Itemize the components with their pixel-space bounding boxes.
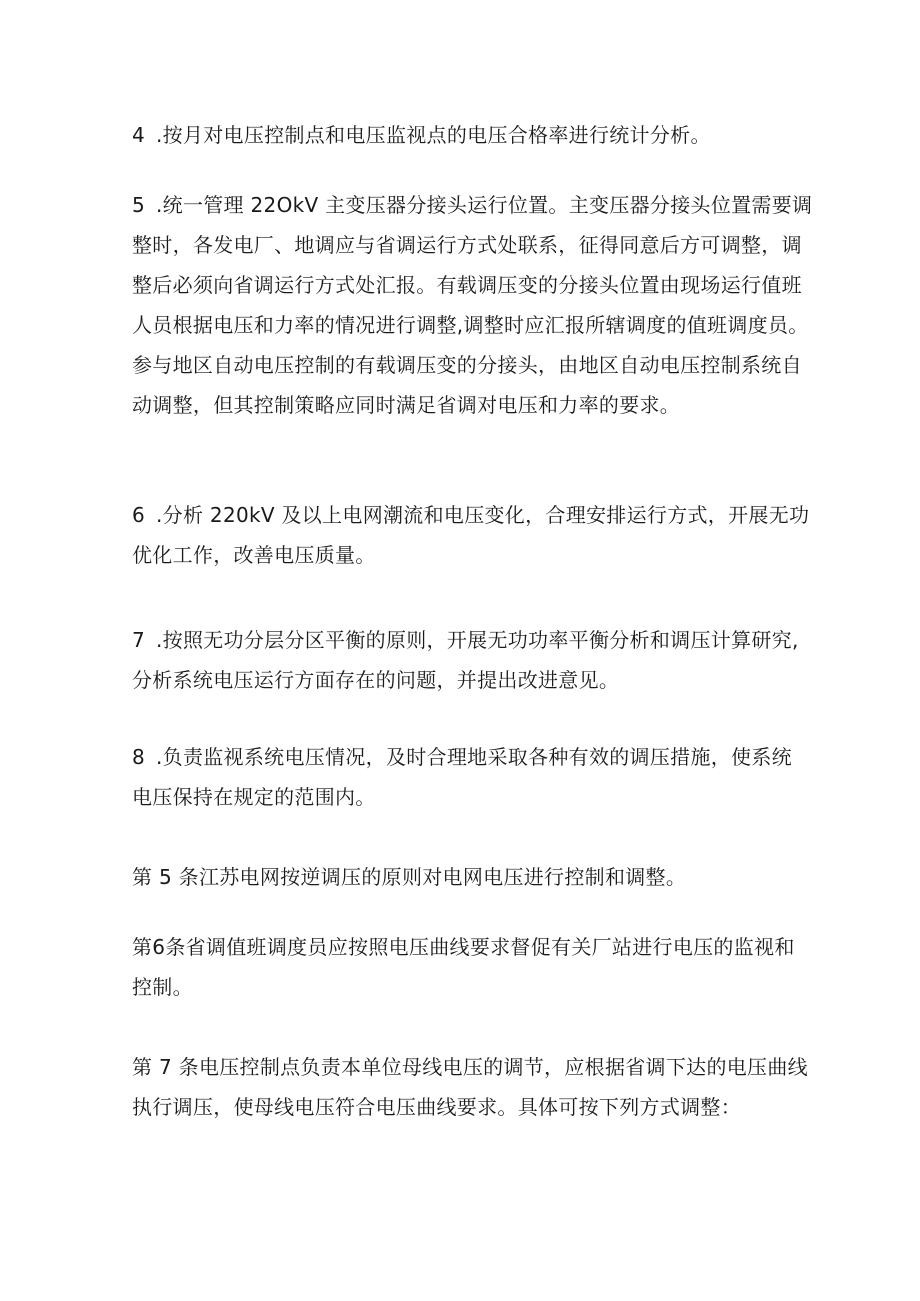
item-text: .按月对电压控制点和电压监视点的电压合格率进行统计分析。	[156, 123, 711, 147]
item-number: 5	[132, 193, 146, 217]
list-item-line	[132, 495, 810, 535]
item-text: .按照无功分层分区平衡的原则，开展无功功率平衡分析和调压计算研究,	[156, 628, 799, 652]
list-item-4	[132, 115, 798, 155]
item-number: 8	[132, 745, 146, 769]
article-6	[132, 927, 798, 1007]
item-number: 6	[132, 503, 146, 527]
item-text: .统一管理 22OkV 主变压器分接头运行位置。主变压器分接头位置需要调	[156, 193, 813, 217]
list-item-line: 电压保持在规定的范围内。	[132, 785, 376, 809]
list-item-line: 整时，各发电厂、地调应与省调运行方式处联系，征得同意后方可调整，调	[132, 233, 802, 257]
article-line: 第 7 条电压控制点负责本单位母线电压的调节，应根据省调下达的电压曲线	[132, 1055, 808, 1079]
list-item-7	[132, 620, 798, 700]
article-line: 执行调压，使母线电压符合电压曲线要求。具体可按下列方式调整：	[132, 1095, 741, 1119]
list-item-line	[132, 185, 813, 225]
list-item-line	[132, 115, 798, 155]
list-item-8	[132, 737, 798, 817]
list-item-line: 参与地区自动电压控制的有载调压变的分接头，由地区自动电压控制系统自	[132, 353, 802, 377]
article-line: 第 5 条江苏电网按逆调压的原则对电网电压进行控制和调整。	[132, 865, 687, 889]
item-number: 7	[132, 628, 146, 652]
list-item-line: 动调整，但其控制策略应同时满足省调对电压和力率的要求。	[132, 393, 681, 417]
list-item-5	[132, 185, 813, 425]
list-item-line: 优化工作，改善电压质量。	[132, 543, 376, 567]
list-item-line: 人员根据电压和力率的情况进行调整,调整时应汇报所辖调度的值班调度员。	[132, 313, 809, 337]
list-item-6	[132, 495, 810, 575]
item-number: 4	[132, 123, 146, 147]
article-line: 第6条省调值班调度员应按照电压曲线要求督促有关厂站进行电压的监视和	[132, 935, 795, 959]
list-item-line	[132, 737, 798, 777]
article-7	[132, 1047, 808, 1127]
list-item-line	[132, 620, 798, 660]
list-item-line: 整后必须向省调运行方式处汇报。有载调压变的分接头位置由现场运行值班	[132, 273, 802, 297]
list-item-line: 分析系统电压运行方面存在的问题，并提出改进意见。	[132, 668, 620, 692]
article-5	[132, 857, 798, 897]
item-text: .负责监视系统电压情况，及时合理地采取各种有效的调压措施，使系统	[156, 745, 792, 769]
item-text: .分析 220kV 及以上电网潮流和电压变化，合理安排运行方式，开展无功	[156, 503, 810, 527]
article-line: 控制。	[132, 975, 193, 999]
